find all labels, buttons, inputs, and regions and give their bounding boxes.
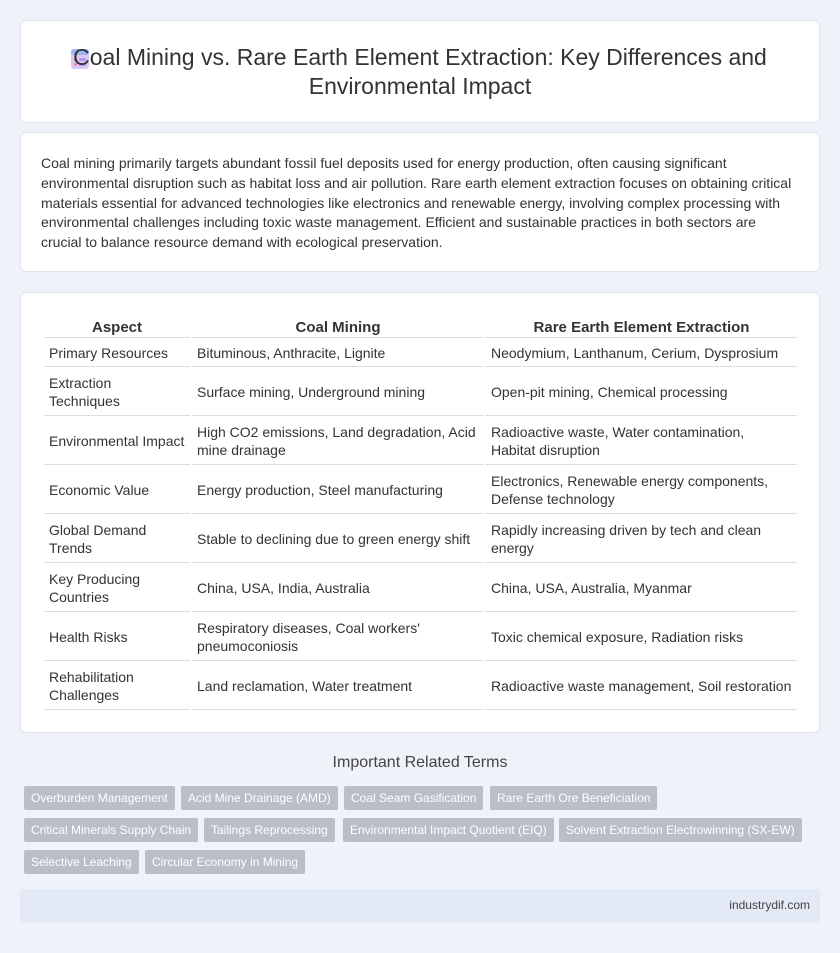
related-terms-title: Important Related Terms bbox=[332, 754, 508, 771]
related-term-tag[interactable]: Selective Leaching bbox=[24, 850, 139, 874]
related-term-tag[interactable]: Environmental Impact Quotient (EIQ) bbox=[343, 818, 554, 842]
table-cell: Global Demand Trends bbox=[44, 516, 190, 563]
table-cell: Bituminous, Anthracite, Lignite bbox=[192, 340, 484, 367]
related-term-tag[interactable]: Rare Earth Ore Beneficiation bbox=[490, 786, 657, 810]
table-cell: Open-pit mining, Chemical processing bbox=[486, 369, 797, 416]
related-term-tag[interactable]: Circular Economy in Mining bbox=[145, 850, 305, 874]
table-cell: Economic Value bbox=[44, 467, 190, 514]
table-cell: Electronics, Renewable energy components, Defense technology bbox=[486, 467, 797, 514]
table-cell: Radioactive waste management, Soil restoration bbox=[486, 663, 797, 710]
table-cell: Primary Resources bbox=[44, 340, 190, 367]
comparison-table-card bbox=[20, 292, 820, 733]
table-cell: Stable to declining due to green energy shift bbox=[192, 516, 484, 563]
table-cell: Health Risks bbox=[44, 614, 190, 661]
header-coal-mining: Coal Mining bbox=[192, 317, 484, 338]
table-cell: China, USA, Australia, Myanmar bbox=[486, 565, 797, 612]
table-row bbox=[44, 467, 797, 514]
table-row bbox=[44, 369, 797, 416]
table-header-row bbox=[44, 317, 797, 338]
table-cell: Surface mining, Underground mining bbox=[192, 369, 484, 416]
related-term-tag[interactable]: Critical Minerals Supply Chain bbox=[24, 818, 198, 842]
table-cell: Respiratory diseases, Coal workers' pneumoconiosis bbox=[192, 614, 484, 661]
table-cell: Toxic chemical exposure, Radiation risks bbox=[486, 614, 797, 661]
intro-card bbox=[20, 132, 820, 272]
related-term-tag[interactable]: Overburden Management bbox=[24, 786, 175, 810]
table-cell: High CO2 emissions, Land degradation, Acid mine drainage bbox=[192, 418, 484, 465]
table-cell: Land reclamation, Water treatment bbox=[192, 663, 484, 710]
intro-paragraph: Coal mining primarily targets abundant fossil fuel deposits used for energy production, often causing significant environmental disruption such as habitat loss and air pollution. Rare earth element extraction focuses on obtaining critical materials essential for advanced technologies like electronics and renewable energy, involving complex processing with environmental challenges including toxic waste management. Efficient and sustainable practices in both sectors are crucial to balance resource demand with ecological preservation. bbox=[41, 155, 792, 251]
table-cell: China, USA, India, Australia bbox=[192, 565, 484, 612]
table-cell: Radioactive waste, Water contamination, Habitat disruption bbox=[486, 418, 797, 465]
footer bbox=[20, 889, 820, 922]
table-row bbox=[44, 340, 797, 367]
table-cell: Environmental Impact bbox=[44, 418, 190, 465]
related-term-tag[interactable]: Solvent Extraction Electrowinning (SX-EW) bbox=[559, 818, 802, 842]
header-card bbox=[20, 20, 820, 123]
header-rare-earth: Rare Earth Element Extraction bbox=[486, 317, 797, 338]
table-row bbox=[44, 614, 797, 661]
table-cell: Key Producing Countries bbox=[44, 565, 190, 612]
related-term-tag[interactable]: Acid Mine Drainage (AMD) bbox=[181, 786, 338, 810]
table-row bbox=[44, 418, 797, 465]
table-cell: Rehabilitation Challenges bbox=[44, 663, 190, 710]
table-cell: Extraction Techniques bbox=[44, 369, 190, 416]
comparison-table bbox=[42, 315, 799, 712]
table-row bbox=[44, 663, 797, 710]
header-aspect: Aspect bbox=[44, 317, 190, 338]
footer-site-link[interactable]: industrydif.com bbox=[729, 898, 810, 912]
table-cell: Energy production, Steel manufacturing bbox=[192, 467, 484, 514]
related-term-tag[interactable]: Tailings Reprocessing bbox=[204, 818, 335, 842]
related-term-tag[interactable]: Coal Seam Gasification bbox=[344, 786, 483, 810]
table-row bbox=[44, 565, 797, 612]
table-cell: Neodymium, Lanthanum, Cerium, Dysprosium bbox=[486, 340, 797, 367]
page-title: Coal Mining vs. Rare Earth Element Extraction: Key Differences and Environmental Impact bbox=[73, 44, 767, 99]
table-cell: Rapidly increasing driven by tech and clean energy bbox=[486, 516, 797, 563]
table-row bbox=[44, 516, 797, 563]
